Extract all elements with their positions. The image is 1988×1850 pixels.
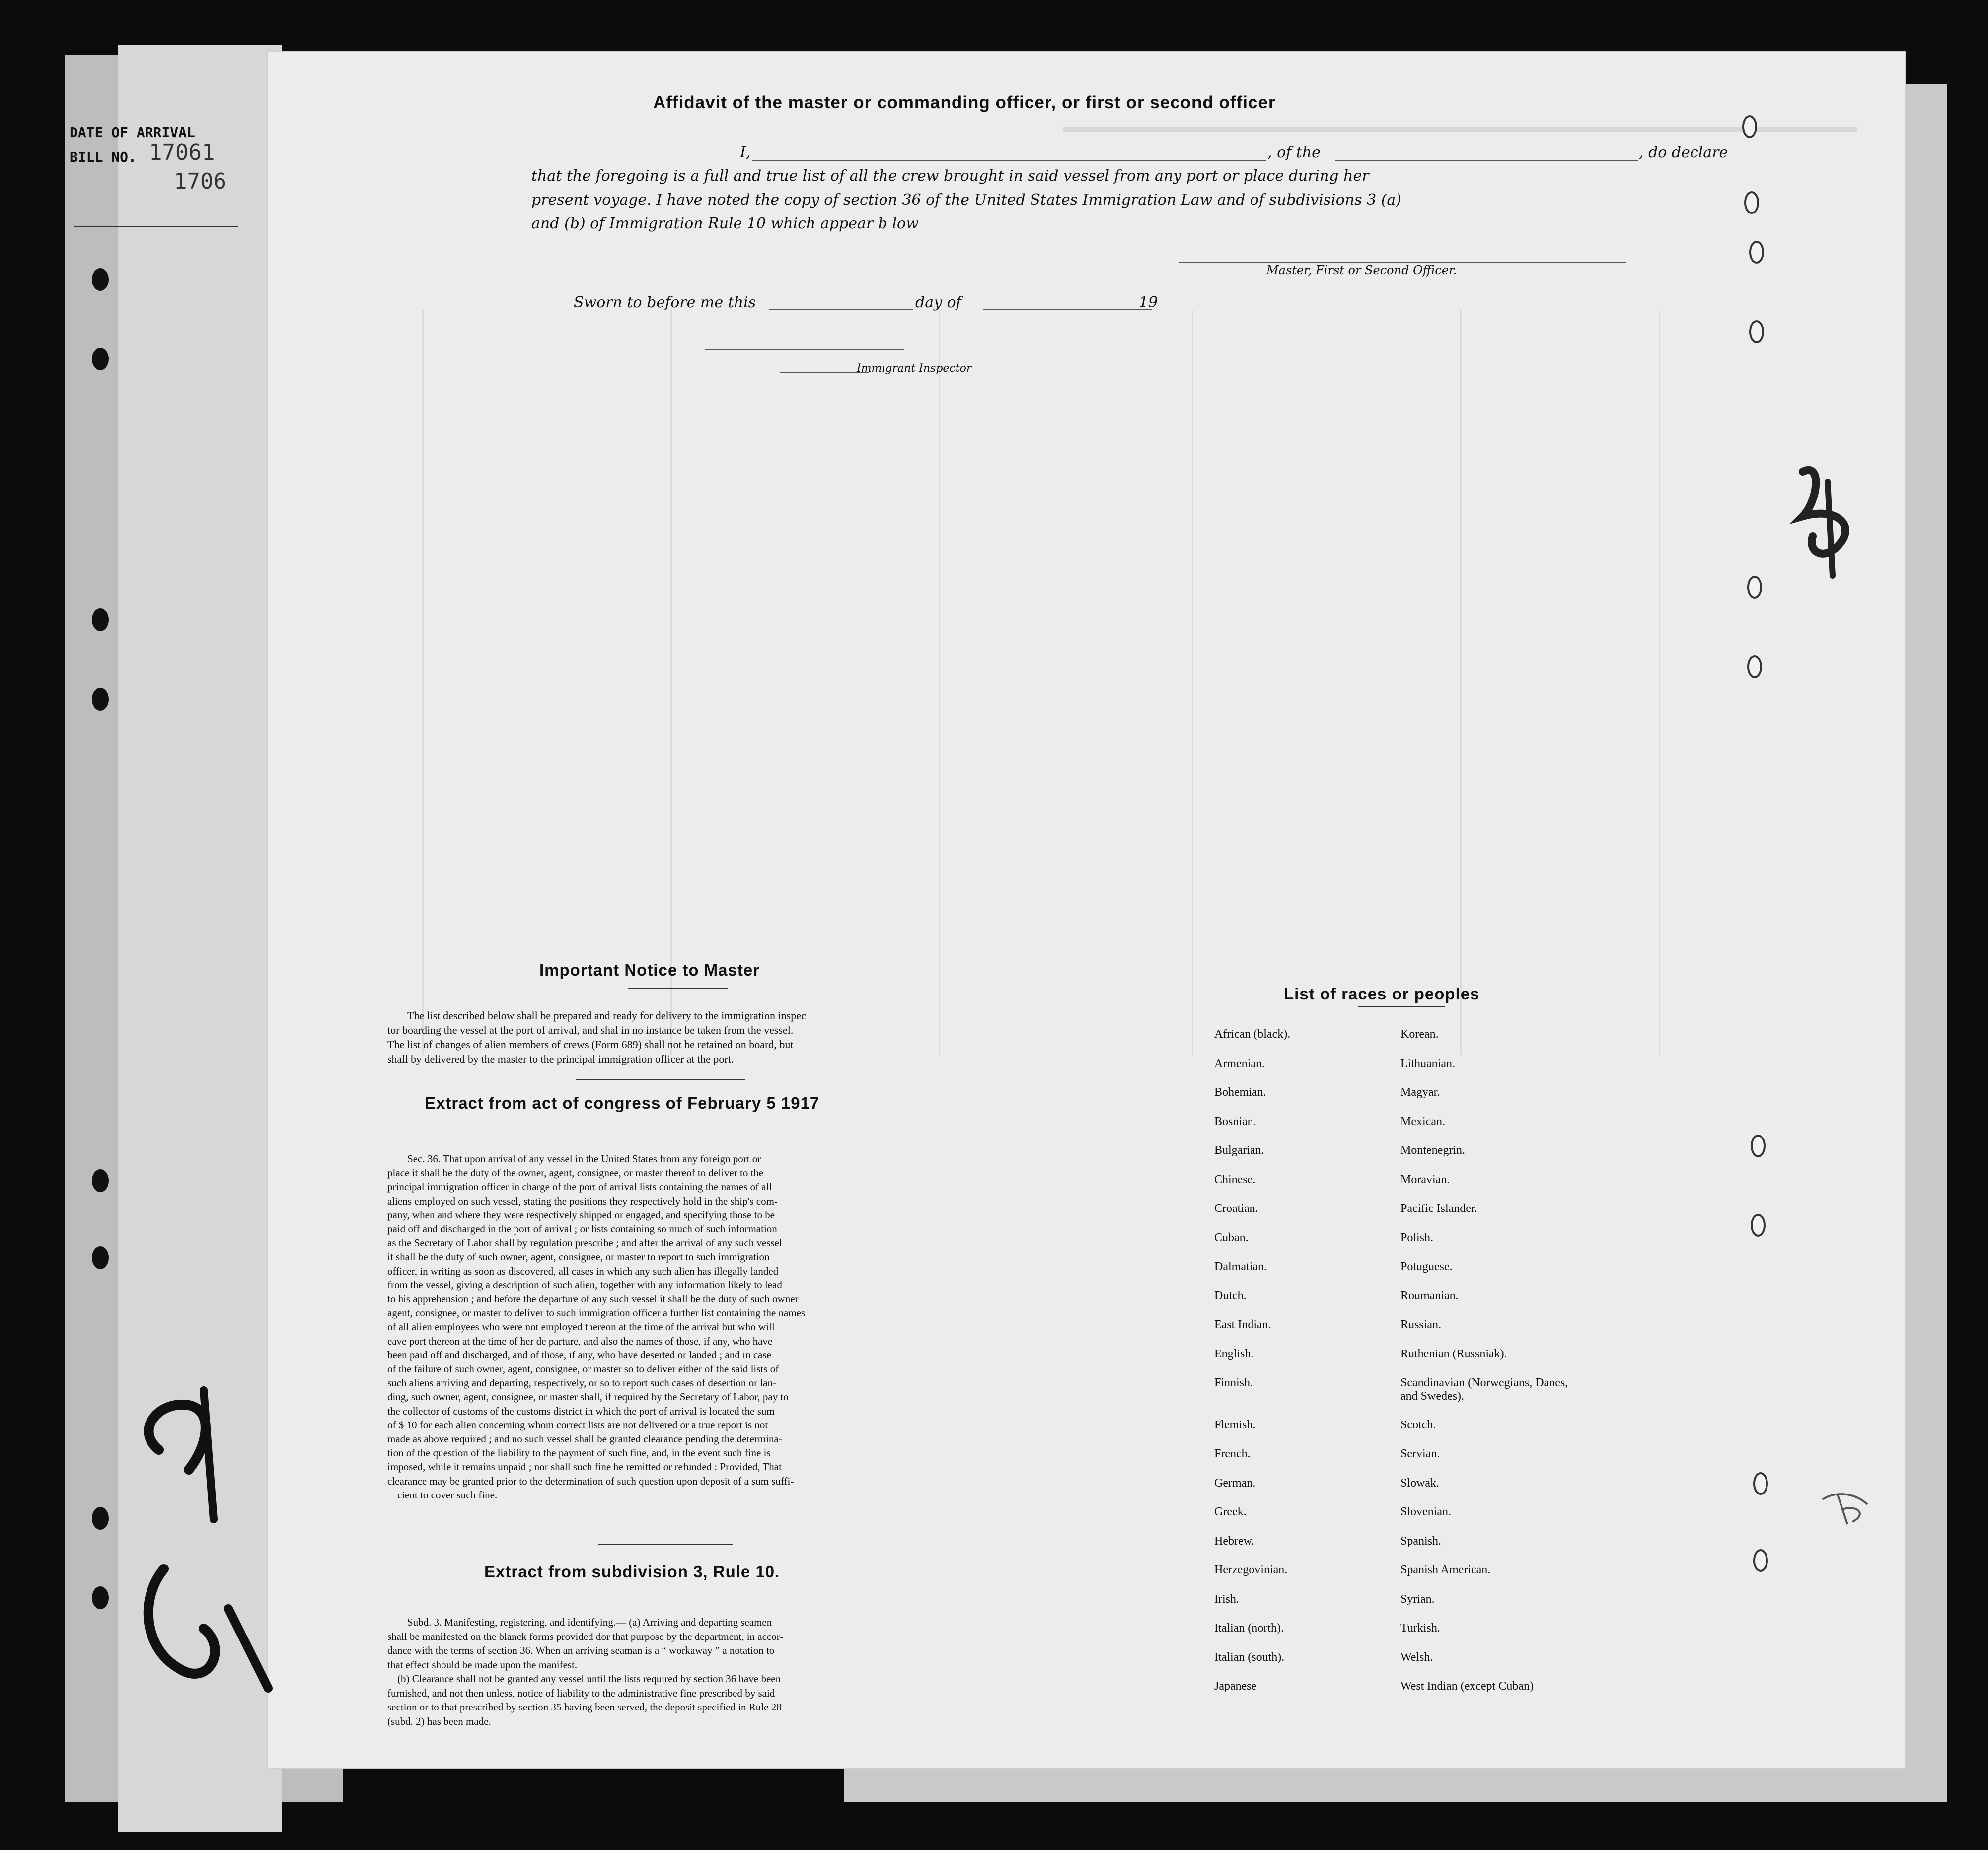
inspector-short-line xyxy=(780,372,869,373)
race-right-item: Polish. xyxy=(1400,1231,1434,1244)
affidavit-line-2: that the foregoing is a full and true list of all the crew brought in said vessel from any port or place during her xyxy=(531,167,1369,185)
punch-hole xyxy=(92,608,109,631)
race-left-item: Dutch. xyxy=(1214,1289,1247,1302)
act-line: as the Secretary of Labor shall by regulation prescribe ; and after the arrival of any such vessel xyxy=(387,1237,782,1249)
sworn-text: Sworn to before me this xyxy=(574,294,756,311)
race-left-item: Irish. xyxy=(1214,1593,1239,1606)
races-title: List of races or peoples xyxy=(1284,985,1480,1003)
binder-ring-hole xyxy=(1742,115,1757,138)
act-line: place it shall be the duty of the owner, agent, consignee, or master thereof to deliver to the xyxy=(387,1167,764,1179)
arrival-label-rule xyxy=(74,226,238,227)
punch-hole xyxy=(92,1169,109,1192)
act-line: principal immigration officer in charge of the port of arrival lists containing the names of all xyxy=(387,1181,772,1193)
act-line: been paid off and discharged, and of those, if any, who have deserted or landed ; and in case xyxy=(387,1349,771,1361)
race-left-item: Hebrew. xyxy=(1214,1535,1254,1548)
race-left-item: Flemish. xyxy=(1214,1419,1256,1431)
race-left-item: African (black). xyxy=(1214,1028,1291,1041)
race-right-item: Spanish. xyxy=(1400,1535,1442,1548)
binder-ring-hole xyxy=(1751,1135,1766,1157)
vessel-blank xyxy=(1335,160,1638,161)
notice-divider xyxy=(576,1079,745,1080)
notice-title: Important Notice to Master xyxy=(539,961,760,979)
act-line: paid off and discharged in the port of arrival ; or lists containing so much of such information xyxy=(387,1223,777,1235)
rule-line: shall be manifested on the blanck forms provided dor that purpose by the department, in accor- xyxy=(387,1630,784,1642)
rule-line: furnished, and not then unless, notice of liability to the administrative fine prescribed by said xyxy=(387,1687,775,1699)
immigrant-inspector-label: Immigrant Inspector xyxy=(857,362,972,375)
act-line: of all alien employees who were not employed thereon at the time of the arrival but who will xyxy=(387,1321,775,1333)
race-right-item: Turkish. xyxy=(1400,1622,1440,1635)
master-signature-line xyxy=(1179,262,1626,263)
notice-line: tor boarding the vessel at the port of arrival, and shal in no instance be taken from the vessel. xyxy=(387,1024,794,1036)
pencil-mark-left xyxy=(129,1370,293,1718)
act-line: it shall be the duty of such owner, agent, consignee, or master to report to such immigration xyxy=(387,1251,770,1263)
binder-ring-hole xyxy=(1747,655,1762,678)
notice-line: The list of changes of alien members of crews (Form 689) shall not be retained on board, but xyxy=(387,1038,794,1051)
act-line: officer, in writing as soon as discovered, all cases in which any such alien has illegally landed xyxy=(387,1265,779,1277)
affidavit-title: Affidavit of the master or commanding officer, or first or second officer xyxy=(653,93,1276,112)
race-right-item: Scotch. xyxy=(1400,1419,1436,1431)
race-right-item: Russian. xyxy=(1400,1318,1442,1331)
act-line: agent, consignee, or master to deliver to such immigration officer a further list containing the names xyxy=(387,1307,806,1319)
arrival-number-1: 17061 xyxy=(149,140,215,165)
race-left-item: French. xyxy=(1214,1447,1251,1460)
act-line: to his apprehension ; and before the departure of any such vessel it shall be the duty of such owner xyxy=(387,1293,799,1305)
race-right-item: Ruthenian (Russniak). xyxy=(1400,1348,1507,1360)
act-divider xyxy=(598,1544,733,1545)
act-line: made as above required ; and no such vessel shall be granted clearance pending the determina- xyxy=(387,1433,782,1445)
race-right-item: Slowak. xyxy=(1400,1477,1439,1490)
name-blank xyxy=(752,160,1266,161)
rule-line: Subd. 3. Manifesting, registering, and identifying.— (a) Arriving and departing seamen xyxy=(407,1616,772,1628)
punch-hole xyxy=(92,688,109,711)
act-line: imposed, while it remains unpaid ; nor shall such fine be remitted or refunded : Provided, That xyxy=(387,1461,782,1473)
race-right-item: Potuguese. xyxy=(1400,1260,1453,1273)
binder-ring-hole xyxy=(1749,320,1764,343)
race-left-item: Cuban. xyxy=(1214,1231,1249,1244)
act-line: ding, such owner, agent, consignee, or master shall, if required by the Secretary of Labor, pay to xyxy=(387,1391,789,1403)
binder-ring-hole xyxy=(1749,241,1764,264)
inspector-signature-line xyxy=(705,349,904,350)
act-line: pany, when and where they were respectively shipped or engaged, and specifying those to be xyxy=(387,1209,775,1221)
race-left-item: Italian (north). xyxy=(1214,1622,1284,1635)
binder-ring-hole xyxy=(1744,191,1759,214)
binder-ring-hole xyxy=(1747,576,1762,599)
master-signature-label: Master, First or Second Officer. xyxy=(1266,263,1457,277)
race-left-item: Finnish. xyxy=(1214,1376,1253,1389)
rule-line: that effect should be made upon the manifest. xyxy=(387,1658,578,1671)
act-line: aliens employed on such vessel, stating the positions they respectively hold in the ship's com- xyxy=(387,1195,778,1207)
binder-ring-hole xyxy=(1753,1472,1768,1495)
sworn-day-of: day of xyxy=(915,294,961,311)
act-line: the collector of customs of the customs district in which the port of arrival is located the sum xyxy=(387,1405,775,1417)
punch-hole xyxy=(92,1586,109,1609)
race-right-item: Welsh. xyxy=(1400,1651,1433,1664)
act-line: from the vessel, giving a description of such alien, together with any information likely to lead xyxy=(387,1279,782,1291)
race-left-item: German. xyxy=(1214,1477,1256,1490)
bill-no-label: BILL NO. xyxy=(70,149,137,165)
race-right-item: Spanish American. xyxy=(1400,1564,1491,1576)
race-right-item: Korean. xyxy=(1400,1028,1439,1041)
act-line: cient to cover such fine. xyxy=(397,1489,498,1501)
date-of-arrival-label: DATE OF ARRIVAL xyxy=(70,124,195,141)
affidavit-i: I, xyxy=(740,144,751,161)
race-right-item: Magyar. xyxy=(1400,1086,1440,1099)
rule-line: dance with the terms of section 36. When an arriving seaman is a “ workaway ” a notation to xyxy=(387,1644,775,1656)
race-left-item: Chinese. xyxy=(1214,1173,1256,1186)
arrival-number-2: 1706 xyxy=(174,169,226,194)
race-left-item: Armenian. xyxy=(1214,1057,1265,1070)
affidavit-do-declare: , do declare xyxy=(1639,144,1728,161)
race-right-item: Roumanian. xyxy=(1400,1289,1459,1302)
races-title-underline xyxy=(1358,1006,1445,1007)
race-left-item: East Indian. xyxy=(1214,1318,1271,1331)
extract-act-title: Extract from act of congress of February 5 1917 xyxy=(425,1094,820,1112)
race-right-item: Scandinavian (Norwegians, Danes, and Swedes). xyxy=(1400,1376,1568,1403)
notice-line: The list described below shall be prepared and ready for delivery to the immigration inspec xyxy=(407,1009,806,1022)
punch-hole xyxy=(92,268,109,291)
race-right-item: Moravian. xyxy=(1400,1173,1450,1186)
rule-line: section or to that prescribed by section 35 having been served, the deposit specified in Rule 28 xyxy=(387,1701,782,1713)
race-right-item: Pacific Islander. xyxy=(1400,1202,1477,1215)
affidavit-of-the: , of the xyxy=(1267,144,1321,161)
sworn-year: 19 xyxy=(1139,294,1158,311)
act-line: of $ 10 for each alien concerning whom correct lists are not delivered or a true report is not xyxy=(387,1419,768,1431)
race-right-item: Slovenian. xyxy=(1400,1505,1451,1518)
race-right-item: Lithuanian. xyxy=(1400,1057,1455,1070)
race-left-item: Japanese xyxy=(1214,1680,1257,1693)
extract-rule-title: Extract from subdivision 3, Rule 10. xyxy=(484,1563,780,1581)
binder-ring-hole xyxy=(1753,1549,1768,1572)
race-left-item: Italian (south). xyxy=(1214,1651,1285,1664)
binder-ring-hole xyxy=(1751,1214,1766,1237)
race-left-item: Croatian. xyxy=(1214,1202,1258,1215)
sworn-date-blank xyxy=(769,309,913,310)
act-line: eave port thereon at the time of her de parture, and also the names of those, if any, who have xyxy=(387,1335,773,1347)
race-right-item: Syrian. xyxy=(1400,1593,1435,1606)
act-line: such aliens arriving and departing, respectively, or so to report such cases of desertion or lan- xyxy=(387,1377,776,1389)
act-line: of the failure of such owner, agent, consignee, or master so to deliver either of the said lists of xyxy=(387,1363,779,1375)
race-left-item: Bulgarian. xyxy=(1214,1144,1264,1157)
punch-hole xyxy=(92,1246,109,1269)
race-left-item: Herzegovinian. xyxy=(1214,1564,1288,1576)
act-line: tion of the question of the liability to the payment of such fine, and, in the event such fine is xyxy=(387,1447,771,1459)
race-left-item: Bohemian. xyxy=(1214,1086,1266,1099)
notice-rule xyxy=(628,988,728,989)
race-left-item: Bosnian. xyxy=(1214,1115,1256,1128)
punch-hole xyxy=(92,348,109,370)
race-left-item: Greek. xyxy=(1214,1505,1247,1518)
race-right-item: Servian. xyxy=(1400,1447,1440,1460)
race-right-item: Mexican. xyxy=(1400,1115,1445,1128)
race-left-item: English. xyxy=(1214,1348,1254,1360)
notice-line: shall by delivered by the master to the principal immigration officer at the port. xyxy=(387,1053,734,1065)
act-line: clearance may be granted prior to the determination of such question upon deposit of a sum suffi- xyxy=(387,1475,794,1487)
rule-line: (b) Clearance shall not be granted any vessel until the lists required by section 36 have been xyxy=(397,1673,781,1685)
notice-body xyxy=(387,1008,1142,1066)
extract-rule-body xyxy=(387,1615,1142,1728)
race-right-item: Montenegrin. xyxy=(1400,1144,1465,1157)
race-right-item: West Indian (except Cuban) xyxy=(1400,1680,1534,1693)
main-document-sheet xyxy=(268,52,1905,1768)
rule-line: (subd. 2) has been made. xyxy=(387,1715,491,1727)
pencil-initials xyxy=(1818,1485,1877,1529)
act-line: Sec. 36. That upon arrival of any vessel in the United States from any foreign port or xyxy=(407,1153,761,1165)
sworn-month-blank xyxy=(983,309,1152,310)
extract-act-body xyxy=(387,1152,1142,1502)
pencil-mark-right xyxy=(1788,462,1867,591)
affidavit-line-4: and (b) of Immigration Rule 10 which appear b low xyxy=(531,215,919,232)
race-left-item: Dalmatian. xyxy=(1214,1260,1267,1273)
punch-hole xyxy=(92,1507,109,1530)
affidavit-line-3: present voyage. I have noted the copy of section 36 of the United States Immigration Law and of subdivisions 3 (a) xyxy=(531,191,1401,209)
